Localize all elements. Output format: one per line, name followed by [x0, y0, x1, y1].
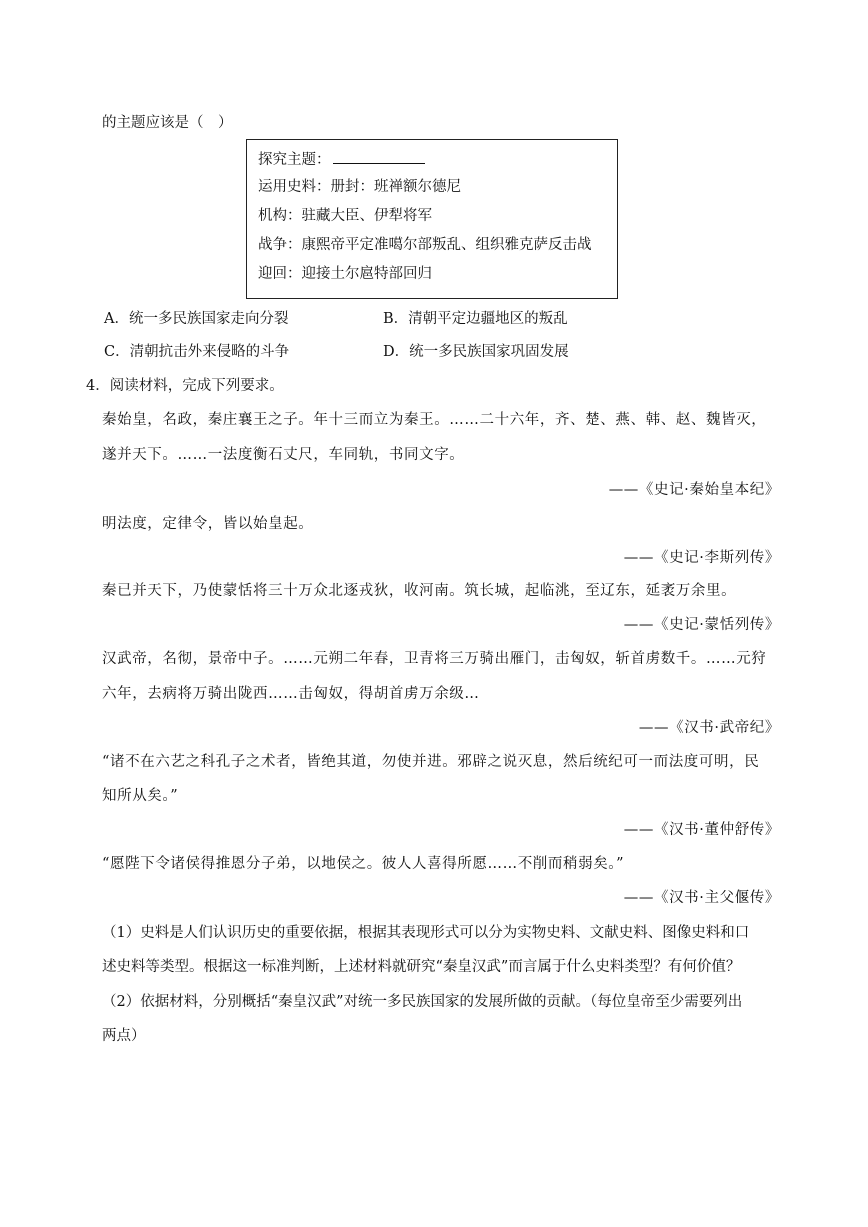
material-text: 六年，去病将万骑出陇西……击匈奴，得胡首虏万余级…: [102, 686, 480, 702]
box-line: 运用史料：册封：班禅额尔德尼: [258, 179, 461, 195]
material-text: 遂并天下。……一法度衡石丈尺，车同轨，书同文字。: [102, 447, 465, 463]
topic-label: 探究主题：: [258, 152, 331, 168]
sub-question-1: 述史料等类型。根据这一标准判断，上述材料就研究“秦皇汉武”而言属于什么史料类型？有何价值？: [102, 959, 741, 975]
question-stem: 的主题应该是（ ）: [102, 115, 233, 131]
material-text: 明法度，定律令，皆以始皇起。: [102, 516, 314, 532]
option-c[interactable]: C．清朝抗击外来侵略的斗争: [104, 344, 290, 360]
material-text: 秦始皇，名政，秦庄襄王之子。年十三而立为秦王。……二十六年，齐、楚、燕、韩、赵、魏皆灭，: [102, 412, 767, 428]
option-d[interactable]: D．统一多民族国家巩固发展: [383, 344, 569, 360]
box-line: 迎回：迎接土尔扈特部回归: [258, 266, 432, 282]
material-text: “诸不在六艺之科孔子之术者，皆绝其道，勿使并进。邪辟之说灭息，然后统纪可一而法度可明，民: [102, 754, 760, 770]
material-source: ——《汉书·主父偃传》: [623, 890, 780, 906]
answer-blank[interactable]: [333, 148, 425, 164]
material-box: [246, 139, 618, 299]
material-source: ——《汉书·董仲舒传》: [623, 822, 780, 838]
material-text: 知所从矣。”: [102, 788, 179, 804]
material-source: ——《史记·李斯列传》: [623, 550, 780, 566]
sub-question-2: 两点）: [102, 1028, 146, 1044]
box-line: 机构：驻藏大臣、伊犁将军: [258, 208, 432, 224]
material-source: ——《汉书·武帝纪》: [638, 720, 780, 736]
material-source: ——《史记·蒙恬列传》: [623, 617, 780, 633]
sub-question-1: （1）史料是人们认识历史的重要依据，根据其表现形式可以分为实物史料、文献史料、图像史料和口: [102, 925, 750, 941]
question-stem: 4．阅读材料，完成下列要求。: [86, 378, 284, 394]
material-text: “愿陛下令诸侯得推恩分子弟，以地侯之。彼人人喜得所愿……不削而稍弱矣。”: [102, 856, 625, 872]
option-b[interactable]: B．清朝平定边疆地区的叛乱: [383, 311, 568, 327]
material-text: 秦已并天下，乃使蒙恬将三十万众北逐戎狄，收河南。筑长城，起临洮，至辽东，延袤万余里。: [102, 583, 737, 599]
topic-line: [258, 148, 425, 170]
material-source: ——《史记·秦始皇本纪》: [608, 482, 780, 498]
material-text: 汉武帝，名彻，景帝中子。……元朔二年春，卫青将三万骑出雁门，击匈奴，斩首虏数千。……元狩: [102, 651, 767, 667]
box-line: 战争：康熙帝平定准噶尔部叛乱、组织雅克萨反击战: [258, 237, 592, 253]
sub-question-2: （2）依据材料，分别概括“秦皇汉武”对统一多民族国家的发展所做的贡献。（每位皇帝至少需要列出: [102, 994, 743, 1010]
option-a[interactable]: A．统一多民族国家走向分裂: [104, 311, 289, 327]
